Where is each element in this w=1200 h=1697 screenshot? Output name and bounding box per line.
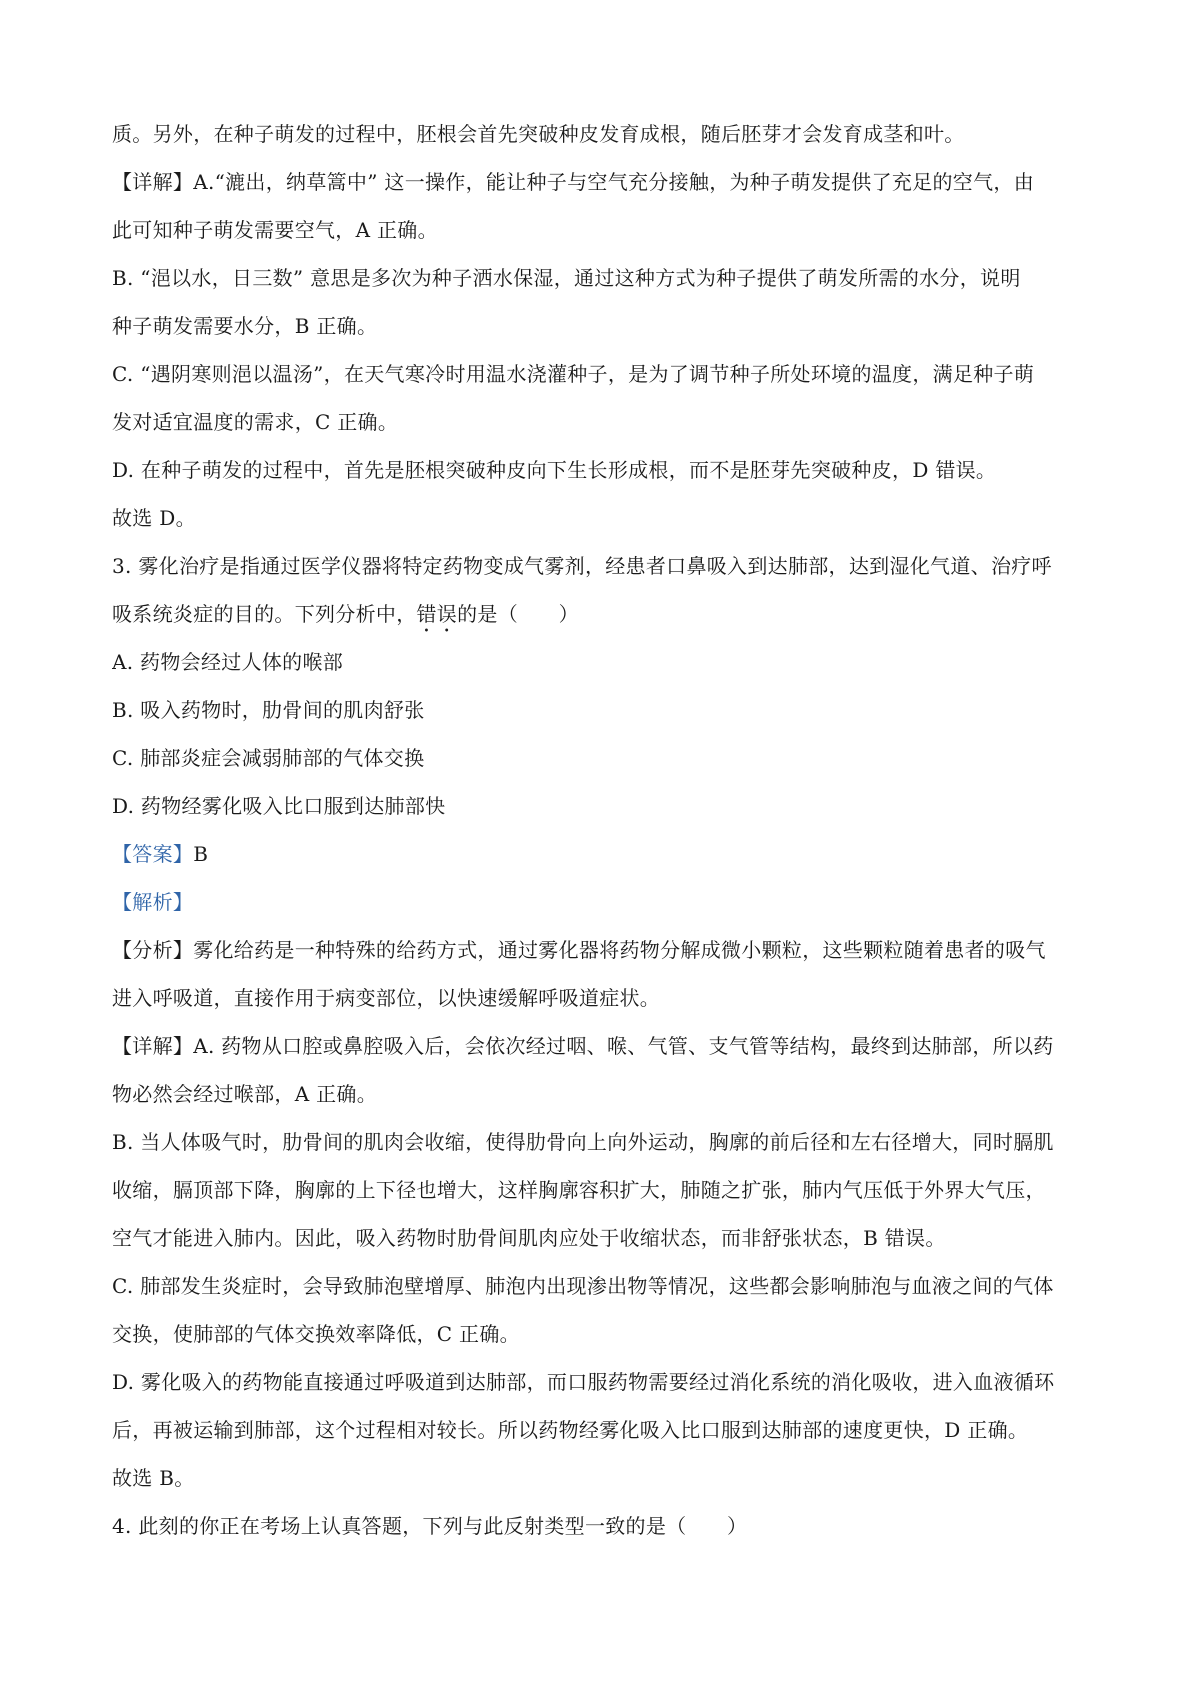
- q4-stem-line1: 4. 此刻的你正在考场上认真答题，下列与此反射类型一致的是（ ）: [112, 1514, 748, 1538]
- q3-detail-d-line2: 后，再被运输到肺部，这个过程相对较长。所以药物经雾化吸入比口服到达肺部的速度更快，D 正确。: [112, 1418, 1029, 1442]
- document-body: [112, 110, 1102, 1550]
- prev-detail-a-line2: 此可知种子萌发需要空气，A 正确。: [112, 218, 438, 242]
- prev-detail-b-line2: 种子萌发需要水分，B 正确。: [112, 314, 378, 338]
- q3-detail-b-line2: 收缩，膈顶部下降，胸廓的上下径也增大，这样胸廓容积扩大，肺随之扩张，肺内气压低于外界大气压，: [112, 1178, 1046, 1202]
- q3-option-d: D. 药物经雾化吸入比口服到达肺部快: [112, 794, 446, 818]
- q3-answer: [112, 830, 1102, 878]
- q3-stem-line2: [112, 590, 1102, 638]
- prev-detail-d-line1: D. 在种子萌发的过程中，首先是胚根突破种皮向下生长形成根，而不是胚芽先突破种皮，D 错误。: [112, 458, 997, 482]
- prev-detail-c-line1: C. “遇阴寒则浥以温汤”，在天气寒冷时用温水浇灌种子，是为了调节种子所处环境的温度，满足种子萌: [112, 362, 1035, 386]
- q3-analysis-label: 【解析】: [112, 890, 194, 914]
- q3-option-b: B. 吸入药物时，肋骨间的肌肉舒张: [112, 698, 425, 722]
- q3-stem-prefix: 吸系统炎症的目的。下列分析中，: [112, 602, 417, 626]
- prev-detail-a-line1: 【详解】A.“漉出，纳草篙中” 这一操作，能让种子与空气充分接触，为种子萌发提供了充足的空气，由: [112, 170, 1035, 194]
- q3-answer-value: B: [193, 842, 209, 866]
- prev-detail-b-line1: B. “浥以水，日三数” 意思是多次为种子洒水保湿，通过这种方式为种子提供了萌发所需的水分，说明: [112, 266, 1021, 290]
- prev-analysis-tail: 质。另外，在种子萌发的过程中，胚根会首先突破种皮发育成根，随后胚芽才会发育成茎和叶。: [112, 122, 965, 146]
- q3-stem-suffix: 的是（ ）: [457, 602, 579, 626]
- q3-detail-a-line1: 【详解】A. 药物从口腔或鼻腔吸入后，会依次经过咽、喉、气管、支气管等结构，最终到达肺部，所以药: [112, 1034, 1054, 1058]
- q3-stem-emphasis: 错误: [416, 602, 458, 626]
- q3-conclusion: 故选 B。: [112, 1466, 195, 1490]
- q3-option-a: A. 药物会经过人体的喉部: [112, 650, 344, 674]
- q3-detail-c-line2: 交换，使肺部的气体交换效率降低，C 正确。: [112, 1322, 520, 1346]
- q3-option-c: C. 肺部炎症会减弱肺部的气体交换: [112, 746, 425, 770]
- q3-detail-a-line2: 物必然会经过喉部，A 正确。: [112, 1082, 378, 1106]
- q3-detail-b-line1: B. 当人体吸气时，肋骨间的肌肉会收缩，使得肋骨向上向外运动，胸廓的前后径和左右径增大，同时膈肌: [112, 1130, 1054, 1154]
- q3-detail-c-line1: C. 肺部发生炎症时，会导致肺泡壁增厚、肺泡内出现渗出物等情况，这些都会影响肺泡与血液之间的气体: [112, 1274, 1054, 1298]
- prev-detail-c-line2: 发对适宜温度的需求，C 正确。: [112, 410, 399, 434]
- q3-detail-d-line1: D. 雾化吸入的药物能直接通过呼吸道到达肺部，而口服药物需要经过消化系统的消化吸收，进入血液循环: [112, 1370, 1055, 1394]
- q3-stem-line1: 3. 雾化治疗是指通过医学仪器将特定药物变成气雾剂，经患者口鼻吸入到达肺部，达到湿化气道、治疗呼: [112, 554, 1052, 578]
- q3-fenxi-line1: 【分析】雾化给药是一种特殊的给药方式，通过雾化器将药物分解成微小颗粒，这些颗粒随着患者的吸气: [112, 938, 1046, 962]
- q3-answer-label: 【答案】: [112, 842, 194, 866]
- prev-conclusion: 故选 D。: [112, 506, 196, 530]
- q3-detail-b-line3: 空气才能进入肺内。因此，吸入药物时肋骨间肌肉应处于收缩状态，而非舒张状态，B 错误。: [112, 1226, 946, 1250]
- q3-fenxi-line2: 进入呼吸道，直接作用于病变部位，以快速缓解呼吸道症状。: [112, 986, 661, 1010]
